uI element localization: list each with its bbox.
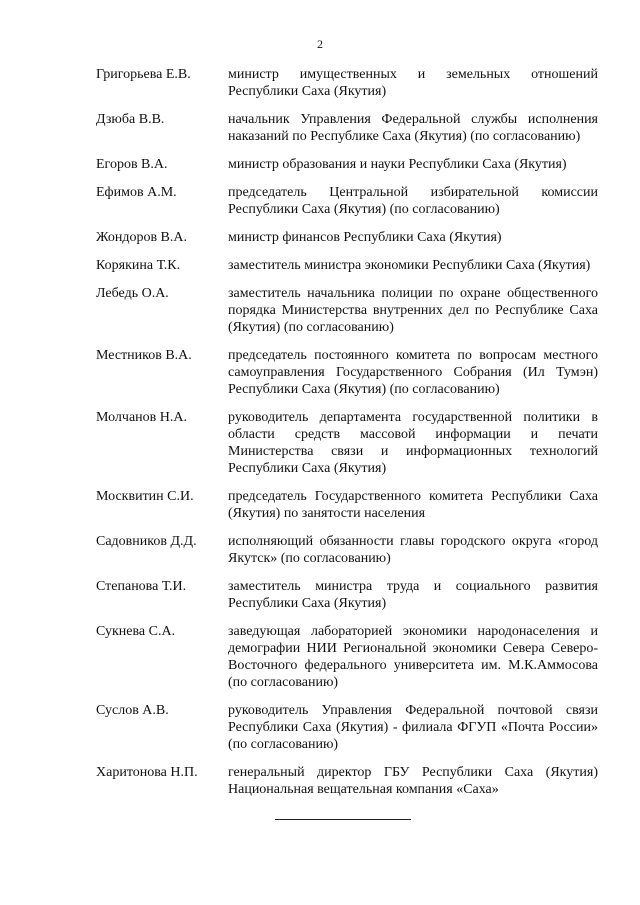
member-position: министр имущественных и земельных отношений Республики Саха (Якутия) — [228, 67, 598, 99]
member-position: заместитель министра экономики Республики Саха (Якутия) — [228, 258, 591, 273]
list-item — [96, 764, 598, 798]
member-position: исполняющий обязанности главы городского округа «город Якутск» (по согласованию) — [228, 534, 598, 566]
member-name: Григорьева Е.В. — [96, 67, 191, 82]
member-position: заместитель начальника полиции по охране общественного порядка Министерства внутренних дел по Республике Саха (Якутия) (по согласованию) — [228, 286, 598, 335]
list-item — [96, 578, 598, 612]
list-item — [96, 184, 598, 218]
member-name: Жондоров В.А. — [96, 230, 188, 245]
member-position: заведующая лабораторией экономики народонаселения и демографии НИИ Региональной экономики Севера Северо-Восточного федерального университета им. М.К.Аммосова (по согласованию) — [228, 624, 598, 690]
member-name: Садовников Д.Д. — [96, 534, 197, 549]
member-name: Местников В.А. — [96, 348, 192, 363]
list-item — [96, 229, 598, 246]
member-name: Москвитин С.И. — [96, 489, 194, 504]
member-position: руководитель департамента государственной политики в области средств массовой информации и печати Министерства связи и информационных технологий Республики Саха (Якутия) — [228, 410, 598, 476]
member-name: Корякина Т.К. — [96, 258, 181, 273]
member-name: Суслов А.В. — [96, 703, 169, 718]
member-name: Харитонова Н.П. — [96, 765, 198, 780]
member-name: Егоров В.А. — [96, 157, 168, 172]
list-item — [96, 111, 598, 145]
member-position: председатель постоянного комитета по вопросам местного самоуправления Государственного Собрания (Ил Тумэн) Республики Саха (Якутия) (по согласованию) — [228, 348, 598, 397]
member-position: министр образования и науки Республики Саха (Якутия) — [228, 157, 567, 172]
page-number: 2 — [317, 37, 323, 51]
member-position: председатель Государственного комитета Республики Саха (Якутия) по занятости населения — [228, 489, 598, 521]
closing-divider — [275, 819, 411, 820]
list-item — [96, 347, 598, 398]
member-name: Ефимов А.М. — [96, 185, 177, 200]
member-name: Дзюба В.В. — [96, 112, 165, 127]
member-position: заместитель министра труда и социального развития Республики Саха (Якутия) — [228, 579, 598, 611]
list-item — [96, 66, 598, 100]
member-name: Лебедь О.А. — [96, 286, 169, 301]
member-position: министр финансов Республики Саха (Якутия) — [228, 230, 502, 245]
list-item — [96, 156, 598, 173]
list-item — [96, 623, 598, 691]
list-item — [96, 488, 598, 522]
member-position: генеральный директор ГБУ Республики Саха (Якутия) Национальная вещательная компания «Саха» — [228, 765, 598, 797]
member-position: председатель Центральной избирательной комиссии Республики Саха (Якутия) (по согласованию) — [228, 185, 598, 217]
list-item — [96, 257, 598, 274]
list-item — [96, 409, 598, 477]
list-item — [96, 702, 598, 753]
member-position: начальник Управления Федеральной службы исполнения наказаний по Республике Саха (Якутия) (по согласованию) — [228, 112, 598, 144]
member-position: руководитель Управления Федеральной почтовой связи Республики Саха (Якутия) - филиала ФГУП «Почта России» (по согласованию) — [228, 703, 598, 752]
member-name: Степанова Т.И. — [96, 579, 187, 594]
members-list — [96, 66, 598, 809]
member-name: Сукнева С.А. — [96, 624, 176, 639]
member-name: Молчанов Н.А. — [96, 410, 187, 425]
list-item — [96, 285, 598, 336]
list-item — [96, 533, 598, 567]
